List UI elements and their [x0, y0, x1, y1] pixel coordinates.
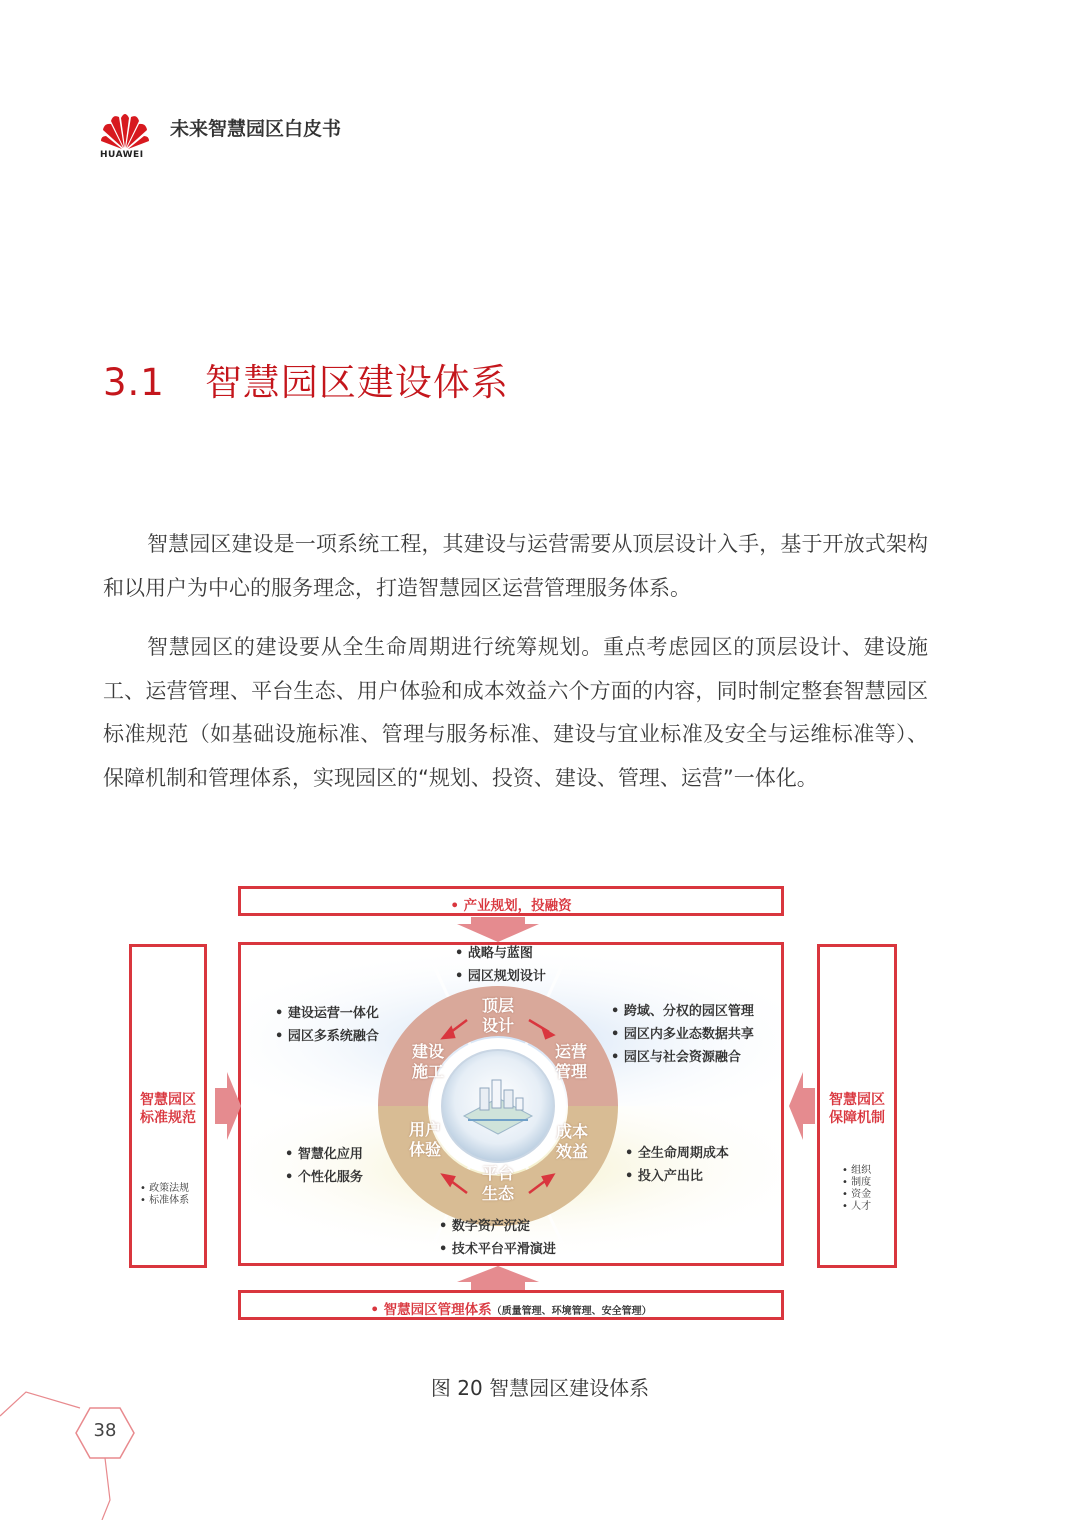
list-item: • 跨域、分权的园区管理 — [611, 1004, 754, 1019]
figure-construction-system — [125, 880, 905, 1330]
list-item: • 个性化服务 — [285, 1170, 363, 1185]
list-top-left — [275, 1002, 379, 1048]
list-item: • 投入产出比 — [625, 1169, 703, 1184]
list-top — [455, 942, 546, 988]
list-item: • 制度 — [842, 1177, 872, 1188]
top-banner-text: • 产业规划，投融资 — [450, 898, 572, 914]
list-item: • 组织 — [842, 1165, 872, 1176]
section-number: 3.1 — [103, 361, 165, 404]
right-panel-title: 智慧园区 保障机制 — [829, 1092, 885, 1126]
left-panel-title: 智慧园区 标准规范 — [140, 1092, 196, 1126]
left-arrow — [215, 1072, 241, 1140]
huawei-logo — [100, 108, 150, 160]
ring-label-operation: 运营 管理 — [554, 1042, 587, 1081]
page-header — [100, 108, 341, 160]
logo-text: HUAWEI — [100, 150, 144, 160]
list-item: • 全生命周期成本 — [625, 1146, 729, 1161]
section-heading — [103, 352, 509, 406]
list-top-right — [611, 1000, 754, 1069]
ring-label-cost-benefit: 成本 效益 — [555, 1122, 588, 1161]
paragraph: 智慧园区建设是一项系统工程，其建设与运营需要从顶层设计入手，基于开放式架构和以用户为中心的服务理念，打造智慧园区运营管理服务体系。 — [103, 532, 928, 600]
list-item: • 数字资产沉淀 — [439, 1219, 530, 1234]
list-item: • 战略与蓝图 — [455, 946, 533, 961]
list-bottom-left — [285, 1143, 363, 1189]
deco-line — [102, 1458, 110, 1520]
ring-label-platform: 平台 生态 — [481, 1164, 514, 1203]
figure-caption: 图 20 智慧园区建设体系 — [430, 1376, 650, 1400]
section-title: 智慧园区建设体系 — [204, 361, 509, 404]
list-item: • 标准体系 — [140, 1195, 190, 1206]
list-item: • 建设运营一体化 — [275, 1006, 379, 1021]
list-item: • 园区规划设计 — [455, 969, 546, 984]
bottom-arrow — [457, 1266, 539, 1290]
bottom-banner-sub: （质量管理、环境管理、安全管理） — [491, 1306, 652, 1317]
list-item: • 资金 — [842, 1189, 872, 1200]
list-item: • 人才 — [842, 1201, 872, 1212]
page-number: 38 — [93, 1420, 117, 1441]
ring-label-user-experience: 用户 体验 — [408, 1120, 441, 1159]
deco-line — [0, 1392, 80, 1416]
list-item: • 园区内多业态数据共享 — [611, 1027, 754, 1042]
document-title: 未来智慧园区白皮书 — [170, 117, 342, 140]
ring-label-construction: 建设 施工 — [411, 1042, 444, 1081]
right-arrow — [789, 1072, 815, 1140]
bottom-banner-title: • 智慧园区管理体系 — [370, 1302, 492, 1318]
list-item: • 政策法规 — [140, 1183, 190, 1194]
top-arrow — [457, 917, 539, 942]
list-bottom — [439, 1215, 556, 1261]
list-item: • 园区与社会资源融合 — [611, 1050, 741, 1065]
huawei-petals-icon — [100, 108, 150, 150]
list-item: • 智慧化应用 — [285, 1147, 363, 1162]
hexagon-decoration — [0, 1380, 200, 1520]
list-item: • 园区多系统融合 — [275, 1029, 379, 1044]
ring-label-top-design: 顶层 设计 — [481, 996, 514, 1035]
list-item: • 技术平台平滑演进 — [439, 1242, 556, 1257]
paragraph: 智慧园区的建设要从全生命周期进行统筹规划。重点考虑园区的顶层设计、建设施工、运营管理、平台生态、用户体验和成本效益六个方面的内容，同时制定整套智慧园区标准规范（如基础设施标准、管理与服务标准、建设与宜业标准及安全与运维标准等）、保障机制和管理体系，实现园区的“规划、投资、建设、管理、运营”一体化。 — [103, 635, 928, 790]
list-bottom-right — [625, 1142, 729, 1188]
